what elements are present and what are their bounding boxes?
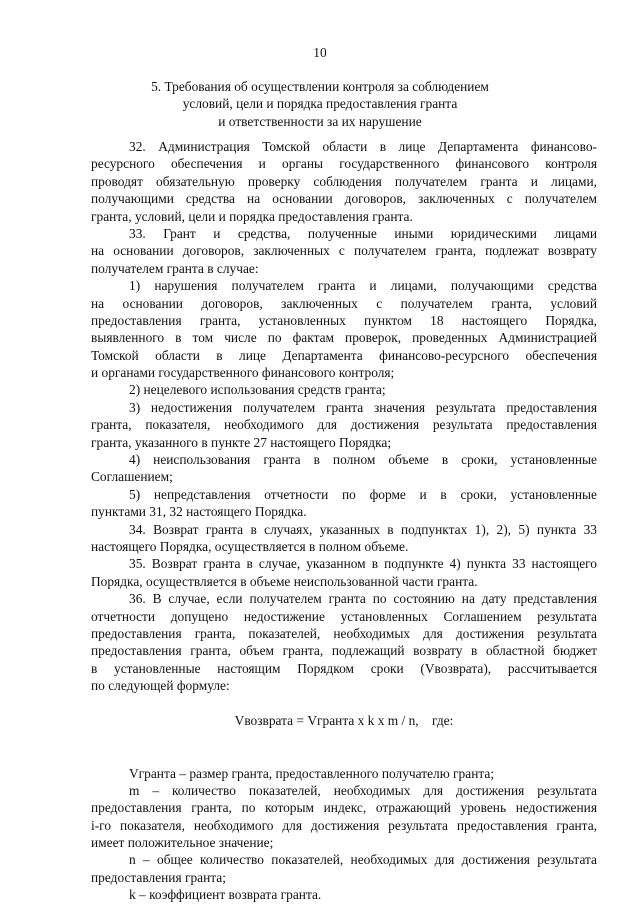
- formula: Vвозврата = Vгранта x k x m / n, где:: [234, 712, 454, 728]
- text-line: m – количество показателей, необходимых для достижения результата: [129, 782, 597, 798]
- text-line: предоставления гранта, объем гранта, подлежащий возврату в областной бюджет: [91, 643, 597, 659]
- spacer: [91, 747, 597, 765]
- text-line: 32. Администрация Томской области в лице Департамента финансово-: [129, 139, 597, 154]
- text-line: 1) нарушения получателем гранта и лицами, получающими средства: [129, 278, 597, 294]
- text-line: 35. Возврат гранта в случае, указанном в подпункте 4) пункта 33 настоящего: [129, 556, 597, 572]
- document-body: [91, 138, 597, 904]
- text-line: имеет положительное значение;: [91, 835, 274, 851]
- text-line: ресурсного обеспечения и органы государственного финансового контроля: [91, 156, 597, 172]
- text-line: 3) недостижения получателем гранта значения результата предоставления: [129, 399, 597, 415]
- body-text: [91, 138, 597, 695]
- text-line: k – коэффициент возврата гранта.: [129, 887, 322, 903]
- text-line: по следующей формуле:: [91, 678, 230, 694]
- definitions-text: [91, 765, 597, 904]
- text-line: на основании договоров, заключенных с получателем гранта, подлежат возврату: [91, 243, 597, 259]
- text-line: гранта, показателя, необходимого для достижения результата предоставления: [91, 417, 597, 433]
- section-heading: [0, 78, 640, 130]
- text-line: пунктами 31, 32 настоящего Порядка.: [91, 504, 307, 520]
- text-line: Томской области в лице Департамента финансово-ресурсного обеспечения: [91, 347, 597, 363]
- text-line: Порядка, осуществляется в объеме неиспользованной части гранта.: [91, 573, 478, 589]
- text-line: 5) непредставления отчетности по форме и в сроки, установленные: [129, 486, 597, 502]
- text-line: выявленного в том числе по фактам проверок, проведенных Администрацией: [91, 330, 597, 346]
- text-line: гранта, условий, цели и порядка предоставления гранта.: [91, 208, 413, 224]
- text-line: настоящего Порядка, осуществляется в полном объеме.: [91, 538, 409, 554]
- text-line: предоставления гранта, установленных пунктом 18 настоящего Порядка,: [91, 312, 597, 328]
- text-line: 4) неиспользования гранта в полном объеме в сроки, установленные: [129, 452, 597, 468]
- text-line: i-го показателя, необходимого для достижения результата предоставления гранта,: [91, 817, 597, 833]
- text-line: отчетности допущено недостижение установленных Соглашением результата: [91, 608, 597, 624]
- text-line: и органами государственного финансового контроля;: [91, 365, 395, 381]
- text-line: получателем гранта в случае:: [91, 260, 259, 276]
- text-line: 2) нецелевого использования средств гранта;: [129, 382, 386, 398]
- heading-line: условий, цели и порядка предоставления гранта: [182, 96, 458, 112]
- text-line: предоставления гранта, показателей, необходимых для достижения результата: [91, 625, 597, 641]
- page-number: 10: [313, 45, 327, 60]
- text-line: гранта, указанного в пункте 27 настоящего Порядка;: [91, 434, 392, 450]
- text-line: проводят обязательную проверку соблюдения получателем гранта и лицами,: [91, 173, 597, 189]
- heading-line: 5. Требования об осуществлении контроля за соблюдением: [151, 79, 489, 94]
- text-line: Соглашением;: [91, 469, 173, 485]
- text-line: Vгранта – размер гранта, предоставленного получателю гранта;: [129, 765, 495, 781]
- text-line: получающими средства на основании договоров, заключенных с получателем: [91, 191, 597, 207]
- text-line: в установленные настоящим Порядком сроки (Vвозврата), рассчитывается: [91, 660, 597, 676]
- heading-line: и ответственности за их нарушение: [218, 113, 422, 129]
- text-line: n – общее количество показателей, необходимых для достижения результата: [129, 852, 597, 868]
- text-line: 36. В случае, если получателем гранта по состоянию на дату представления: [129, 591, 597, 607]
- text-line: предоставления гранта;: [91, 869, 226, 885]
- text-line: 34. Возврат гранта в случаях, указанных в подпунктах 1), 2), 5) пункта 33: [129, 521, 597, 537]
- text-line: 33. Грант и средства, полученные иными юридическими лицами: [129, 225, 597, 241]
- text-line: на основании договоров, заключенных с получателем гранта, условий: [91, 295, 597, 311]
- text-line: предоставления гранта, по которым индекс, отражающий уровень недостижения: [91, 800, 597, 816]
